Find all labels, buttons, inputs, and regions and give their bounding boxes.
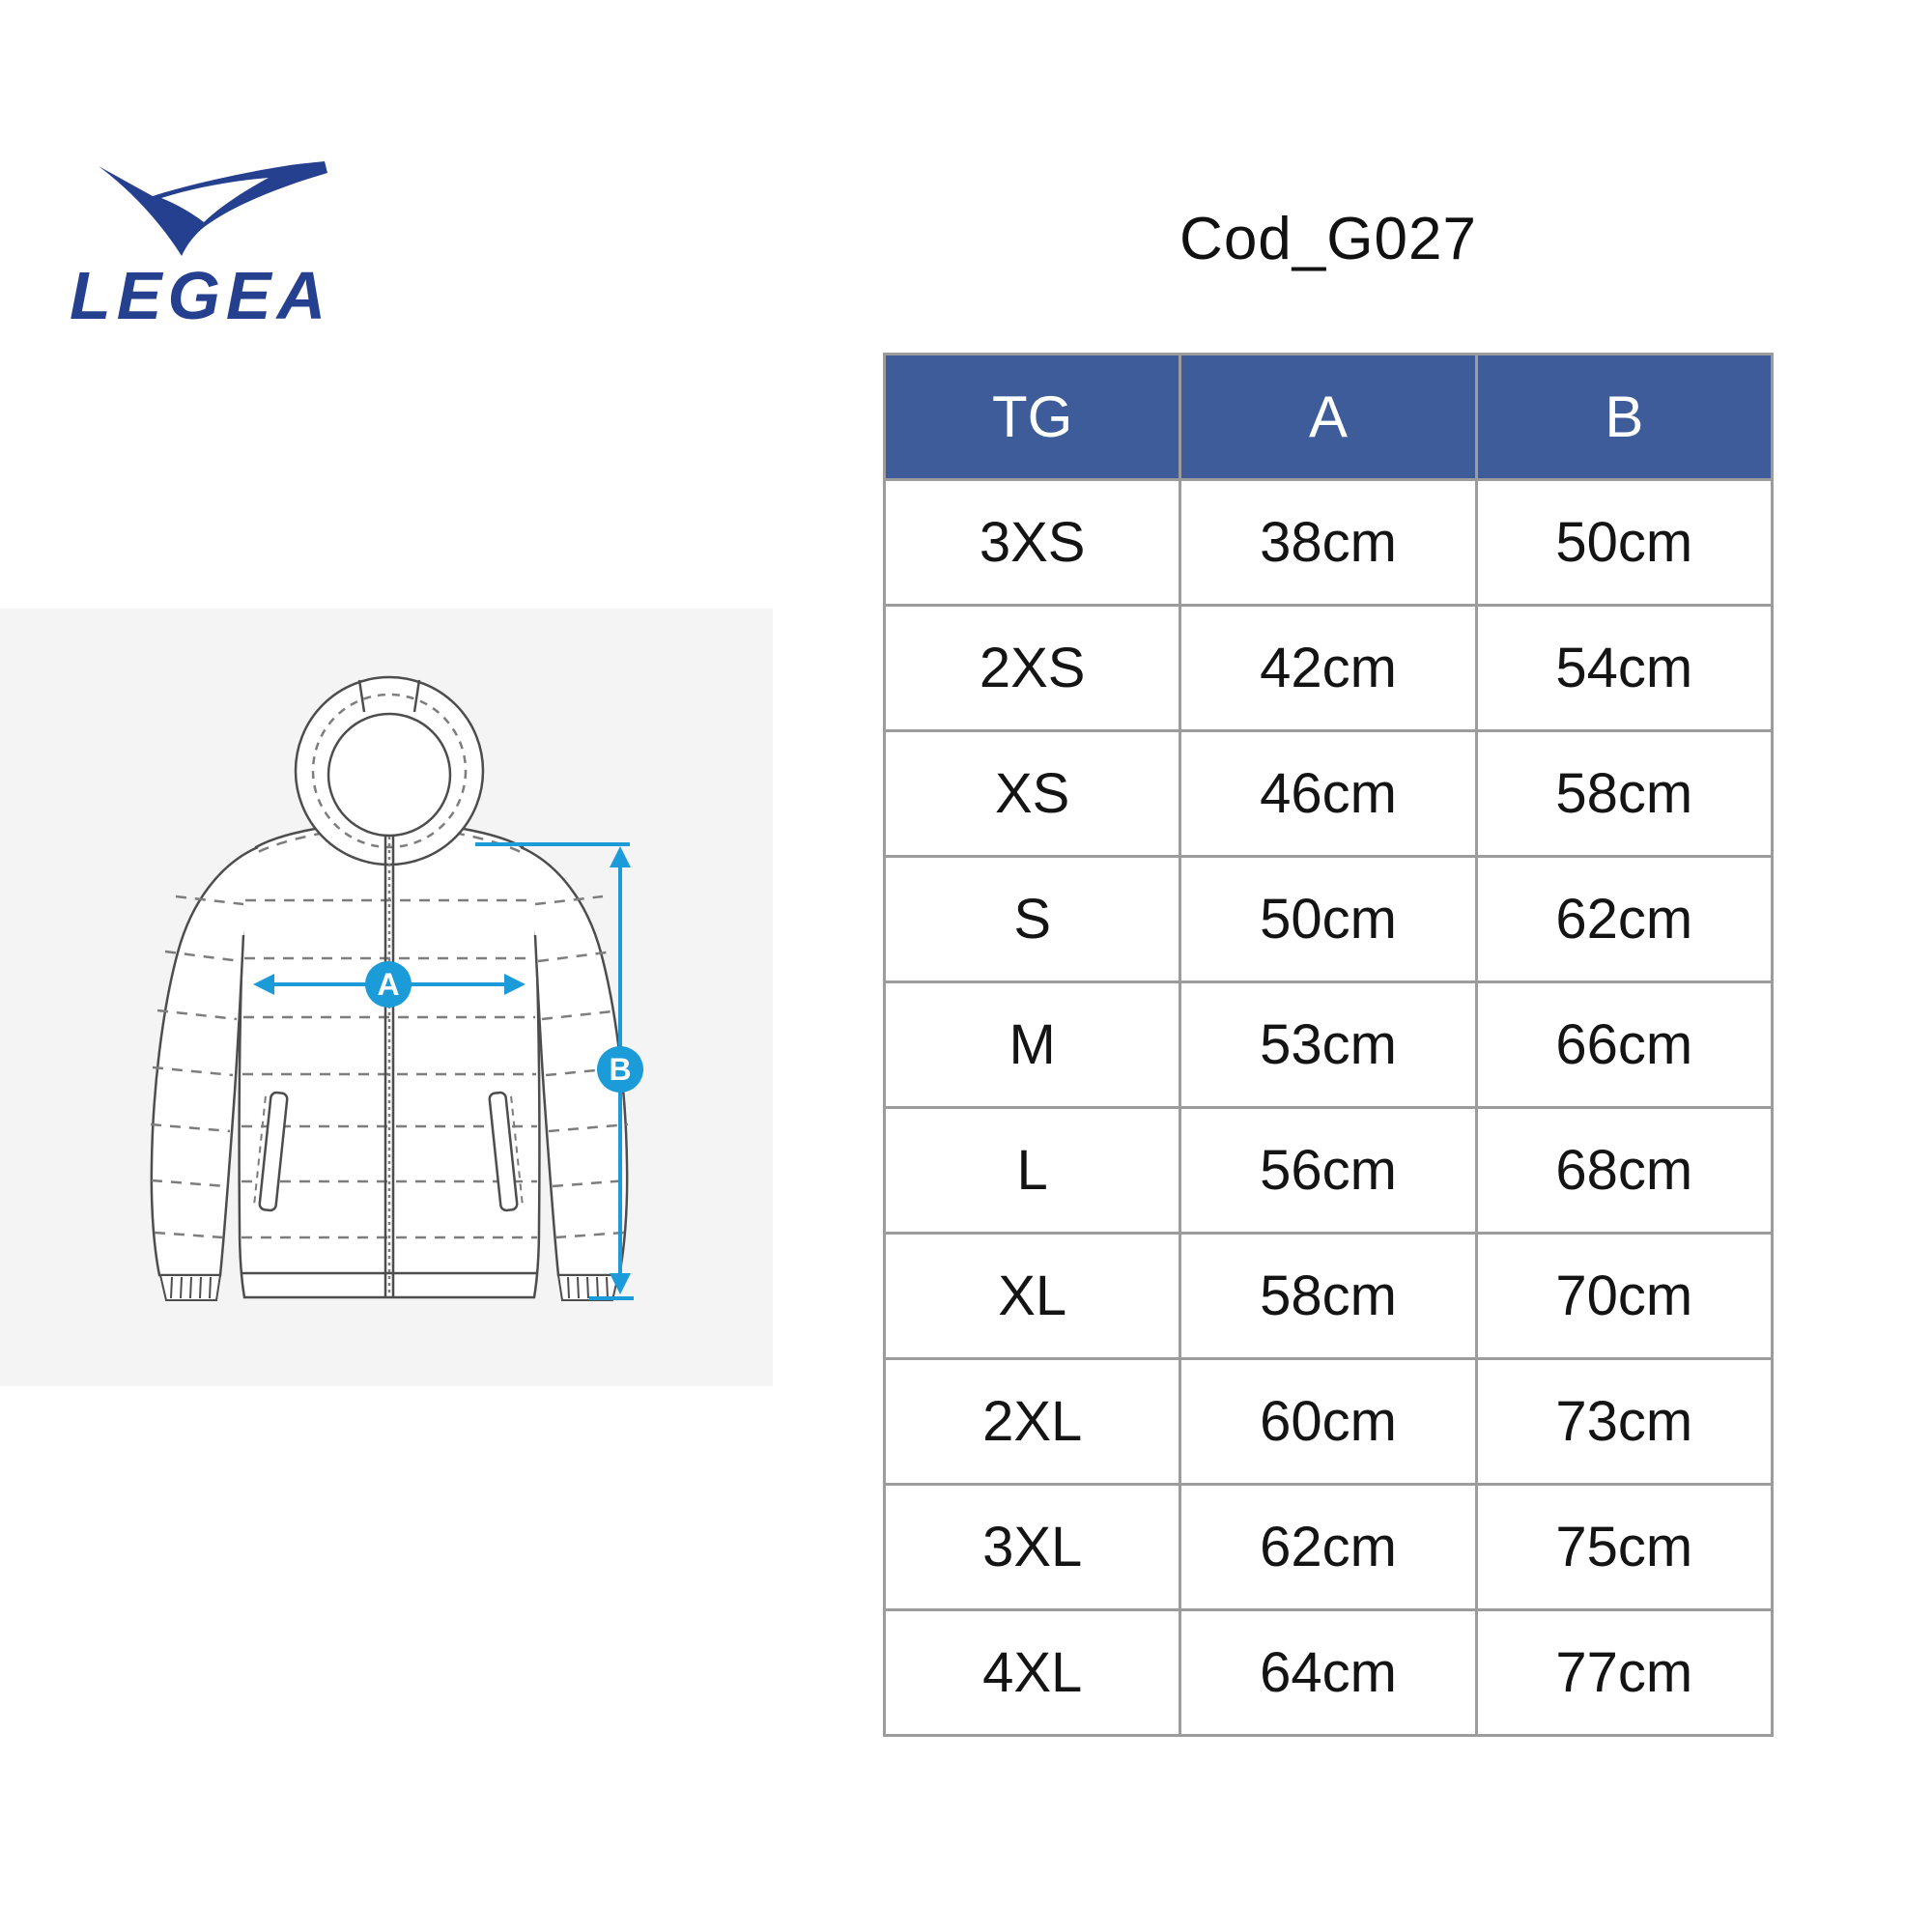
column-header: A (1180, 355, 1476, 480)
header-row (885, 355, 1773, 480)
table-cell: 58cm (1476, 731, 1772, 857)
table-cell: M (885, 982, 1180, 1108)
table-cell: 68cm (1476, 1108, 1772, 1234)
product-code-title: Cod_G027 (1179, 206, 1477, 272)
table-row (885, 1108, 1773, 1234)
size-table-body (885, 480, 1773, 1736)
table-cell: 3XL (885, 1485, 1180, 1610)
table-cell: 73cm (1476, 1359, 1772, 1485)
table-cell: 58cm (1180, 1234, 1476, 1359)
table-cell: 62cm (1476, 857, 1772, 982)
size-table (883, 353, 1774, 1737)
table-row (885, 1359, 1773, 1485)
table-cell: XL (885, 1234, 1180, 1359)
table-row (885, 606, 1773, 731)
column-header: TG (885, 355, 1180, 480)
table-row (885, 982, 1773, 1108)
measurement-b-label: B (609, 1052, 632, 1087)
table-cell: 4XL (885, 1610, 1180, 1736)
table-cell: 46cm (1180, 731, 1476, 857)
table-cell: 42cm (1180, 606, 1476, 731)
table-row (885, 1485, 1773, 1610)
table-cell: XS (885, 731, 1180, 857)
table-cell: 50cm (1476, 480, 1772, 606)
table-cell: 60cm (1180, 1359, 1476, 1485)
jacket-hood-opening (328, 714, 450, 836)
size-table-header (885, 355, 1773, 480)
table-cell: 62cm (1180, 1485, 1476, 1610)
legea-logo-text: LEGEA (70, 258, 332, 333)
table-cell: 56cm (1180, 1108, 1476, 1234)
table-row (885, 731, 1773, 857)
table-cell: 38cm (1180, 480, 1476, 606)
table-cell: L (885, 1108, 1180, 1234)
column-header: B (1476, 355, 1772, 480)
jacket-diagram-panel (0, 609, 773, 1386)
table-cell: 2XS (885, 606, 1180, 731)
table-cell: 70cm (1476, 1234, 1772, 1359)
table-cell: 54cm (1476, 606, 1772, 731)
table-cell: 50cm (1180, 857, 1476, 982)
legea-swoosh-icon (99, 161, 327, 256)
table-cell: 75cm (1476, 1485, 1772, 1610)
legea-logo (0, 0, 406, 357)
table-cell: 66cm (1476, 982, 1772, 1108)
table-row (885, 1610, 1773, 1736)
jacket-diagram (0, 609, 773, 1386)
table-cell: 3XS (885, 480, 1180, 606)
table-cell: 77cm (1476, 1610, 1772, 1736)
table-row (885, 1234, 1773, 1359)
table-cell: 2XL (885, 1359, 1180, 1485)
table-row (885, 480, 1773, 606)
table-cell: S (885, 857, 1180, 982)
table-cell: 64cm (1180, 1610, 1476, 1736)
measurement-a-label: A (377, 967, 400, 1002)
table-row (885, 857, 1773, 982)
table-cell: 53cm (1180, 982, 1476, 1108)
